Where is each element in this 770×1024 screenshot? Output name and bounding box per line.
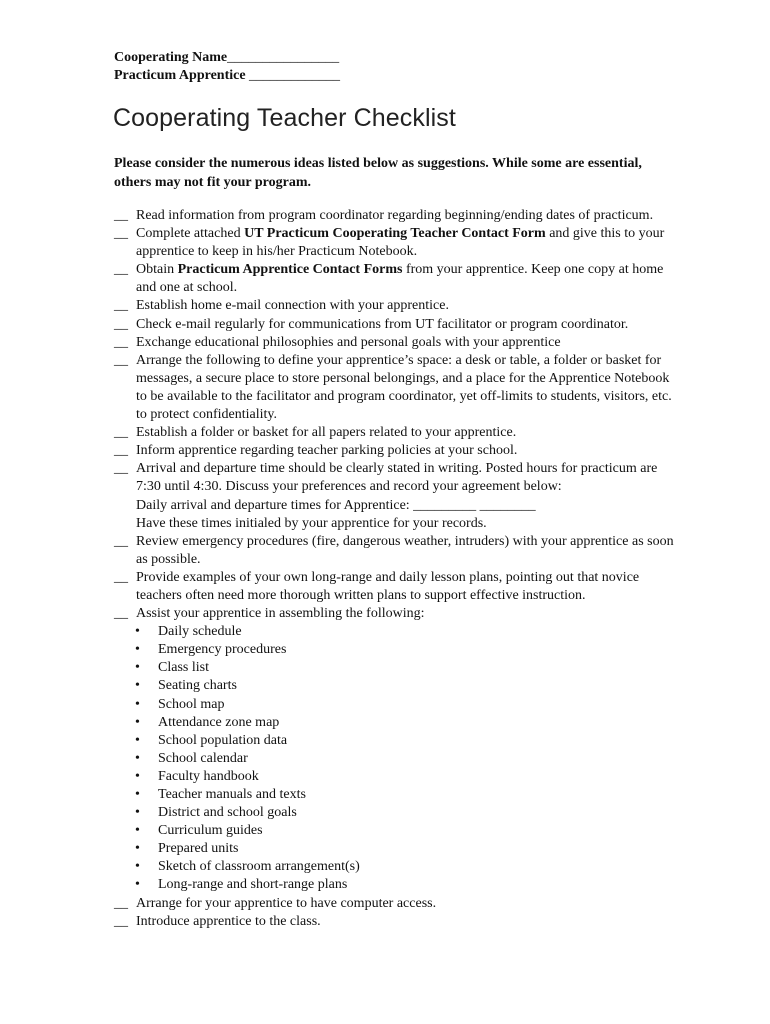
page-title: Cooperating Teacher Checklist xyxy=(113,104,456,132)
bullet-item xyxy=(114,858,674,876)
checkbox-blank: __ xyxy=(114,262,128,278)
checklist-item-text: Obtain xyxy=(136,262,178,278)
checklist-item-text: Arrival and departure time should be clearly stated in writing. Posted hours for practicum are 7:30 until 4:30. Discuss your preferences and record your agreement below: xyxy=(136,461,658,495)
cooperating-name-label: Cooperating Name xyxy=(114,50,228,65)
checkbox-blank: __ xyxy=(114,461,128,477)
apprentice-label: Practicum Apprentice xyxy=(114,68,246,83)
checklist-item-text: Provide examples of your own long-range and daily lesson plans, pointing out that novice teachers often need more thorough written plans to support effective instruction. xyxy=(136,569,640,603)
intro-paragraph: Please consider the numerous ideas listed below as suggestions. While some are essential, others may not fit your program. xyxy=(114,156,642,190)
bullet-dot: • xyxy=(135,768,140,784)
bullet-dot: • xyxy=(135,678,140,694)
checkbox-blank: __ xyxy=(114,316,128,332)
checklist-item-text: Check e-mail regularly for communications from UT facilitator or program coordinator. xyxy=(136,316,629,332)
bullet-item xyxy=(114,822,674,840)
bullet-item xyxy=(114,786,674,804)
bullet-item-text: Class list xyxy=(158,660,209,676)
bullet-dot: • xyxy=(135,805,140,821)
checklist-item-text: Complete attached xyxy=(136,226,245,242)
checkbox-blank: __ xyxy=(114,443,128,459)
bullet-dot: • xyxy=(135,823,140,839)
bullet-item-text: Seating charts xyxy=(158,678,237,694)
cooperating-name-line xyxy=(114,49,339,67)
bullet-item xyxy=(114,804,674,822)
checkbox-blank: __ xyxy=(114,334,128,350)
checklist-item xyxy=(114,352,674,424)
apprentice-blank: _____________ xyxy=(249,68,341,83)
checkbox-blank: __ xyxy=(114,226,128,242)
bullet-dot: • xyxy=(135,732,140,748)
bullet-dot: • xyxy=(135,787,140,802)
bullet-item-text: Attendance zone map xyxy=(158,714,280,730)
checklist-item xyxy=(114,569,674,605)
bullet-dot: • xyxy=(135,642,140,658)
form-name: Practicum Apprentice Contact Forms xyxy=(177,262,403,278)
checkbox-blank: __ xyxy=(114,298,128,314)
checklist xyxy=(114,207,674,931)
checklist-item xyxy=(114,316,674,334)
bullet-dot: • xyxy=(135,750,140,766)
bullet-item xyxy=(114,696,674,714)
bullet-dot: • xyxy=(135,696,140,712)
checkbox-blank: __ xyxy=(114,606,128,622)
bullet-item xyxy=(114,677,674,695)
bullet-item-text: Sketch of classroom arrangement(s) xyxy=(158,859,360,875)
checkbox-blank: __ xyxy=(114,895,128,911)
checkbox-blank: __ xyxy=(114,352,128,368)
checklist-item xyxy=(114,261,674,297)
checklist-item xyxy=(114,442,674,460)
bullet-item-text: Long-range and short-range plans xyxy=(158,877,348,893)
bullet-item-text: School population data xyxy=(158,732,288,748)
bullet-item-text: Daily schedule xyxy=(158,624,242,640)
bullet-dot: • xyxy=(135,660,140,676)
checkbox-blank: __ xyxy=(114,569,128,585)
checklist-item-text: Introduce apprentice to the class. xyxy=(136,913,321,929)
bullet-item xyxy=(114,659,674,677)
bullet-item xyxy=(114,750,674,768)
checkbox-blank: __ xyxy=(114,913,128,929)
checklist-item-text: Establish a folder or basket for all papers related to your apprentice. xyxy=(136,425,517,441)
bullet-item-text: Prepared units xyxy=(158,841,239,857)
bullet-item xyxy=(114,768,674,786)
bullet-item xyxy=(114,623,674,641)
bullet-dot: • xyxy=(135,859,140,875)
bullet-item xyxy=(114,840,674,858)
checkbox-blank: __ xyxy=(114,208,128,223)
bullet-dot: • xyxy=(135,877,140,893)
checklist-item-text: Arrange for your apprentice to have computer access. xyxy=(136,895,437,911)
bullet-item-text: Faculty handbook xyxy=(158,768,259,784)
checklist-item-text: and give this to your apprentice to keep in his/her Practicum Notebook. xyxy=(136,226,665,260)
checklist-item-text: Review emergency procedures (fire, dangerous weather, intruders) with your apprentice as soon as possible. xyxy=(136,533,674,567)
bullet-dot: • xyxy=(135,624,140,640)
bullet-item xyxy=(114,876,674,894)
apprentice-name-line xyxy=(114,67,340,85)
bullet-item xyxy=(114,641,674,659)
bullet-dot: • xyxy=(135,714,140,730)
checklist-item xyxy=(114,533,674,569)
checkbox-blank: __ xyxy=(114,425,128,441)
bullet-item-text: Teacher manuals and texts xyxy=(158,787,306,802)
checklist-item xyxy=(114,605,674,623)
checklist-item-text: Arrange the following to define your apprentice’s space: a desk or table, a folder or basket for messages, a secure place to store personal belongings, and a place for the Apprentice Notebook to be available to the facilitator and program coordinator, yet off-limits to students, visitors, etc. to protect confidentiality. xyxy=(136,352,672,423)
bullet-item-text: Emergency procedures xyxy=(158,642,287,658)
checklist-item xyxy=(114,895,674,913)
checkbox-blank: __ xyxy=(114,533,128,549)
checklist-item-text: Exchange educational philosophies and personal goals with your apprentice xyxy=(136,334,561,350)
bullet-item-text: District and school goals xyxy=(158,805,297,821)
checklist-item xyxy=(114,460,674,496)
cooperating-name-blank: ________________ xyxy=(227,50,340,65)
checklist-item xyxy=(114,207,674,225)
checklist-item-text: from your apprentice. Keep one copy at home and one at school. xyxy=(136,262,664,296)
checklist-item-text: Read information from program coordinator regarding beginning/ending dates of practicum. xyxy=(136,208,654,223)
checklist-item xyxy=(114,225,674,261)
checklist-item-note: Daily arrival and departure times for Apprentice: _________ ________ xyxy=(136,497,536,513)
checklist-item xyxy=(114,424,674,442)
bullet-item-text: School map xyxy=(158,696,225,712)
bullet-item-text: Curriculum guides xyxy=(158,823,263,839)
checklist-item xyxy=(114,334,674,352)
checklist-item xyxy=(114,913,674,931)
bullet-item-text: School calendar xyxy=(158,750,248,766)
checklist-item-text: Assist your apprentice in assembling the following: xyxy=(136,606,425,622)
checklist-item xyxy=(114,297,674,315)
bullet-dot: • xyxy=(135,841,140,857)
form-name: UT Practicum Cooperating Teacher Contact Form xyxy=(244,226,546,242)
checklist-item-text: Establish home e-mail connection with your apprentice. xyxy=(136,298,449,314)
bullet-item xyxy=(114,714,674,732)
checklist-item-text: Inform apprentice regarding teacher parking policies at your school. xyxy=(136,443,518,459)
checklist-item-note: Have these times initialed by your apprentice for your records. xyxy=(136,515,487,531)
bullet-item xyxy=(114,732,674,750)
